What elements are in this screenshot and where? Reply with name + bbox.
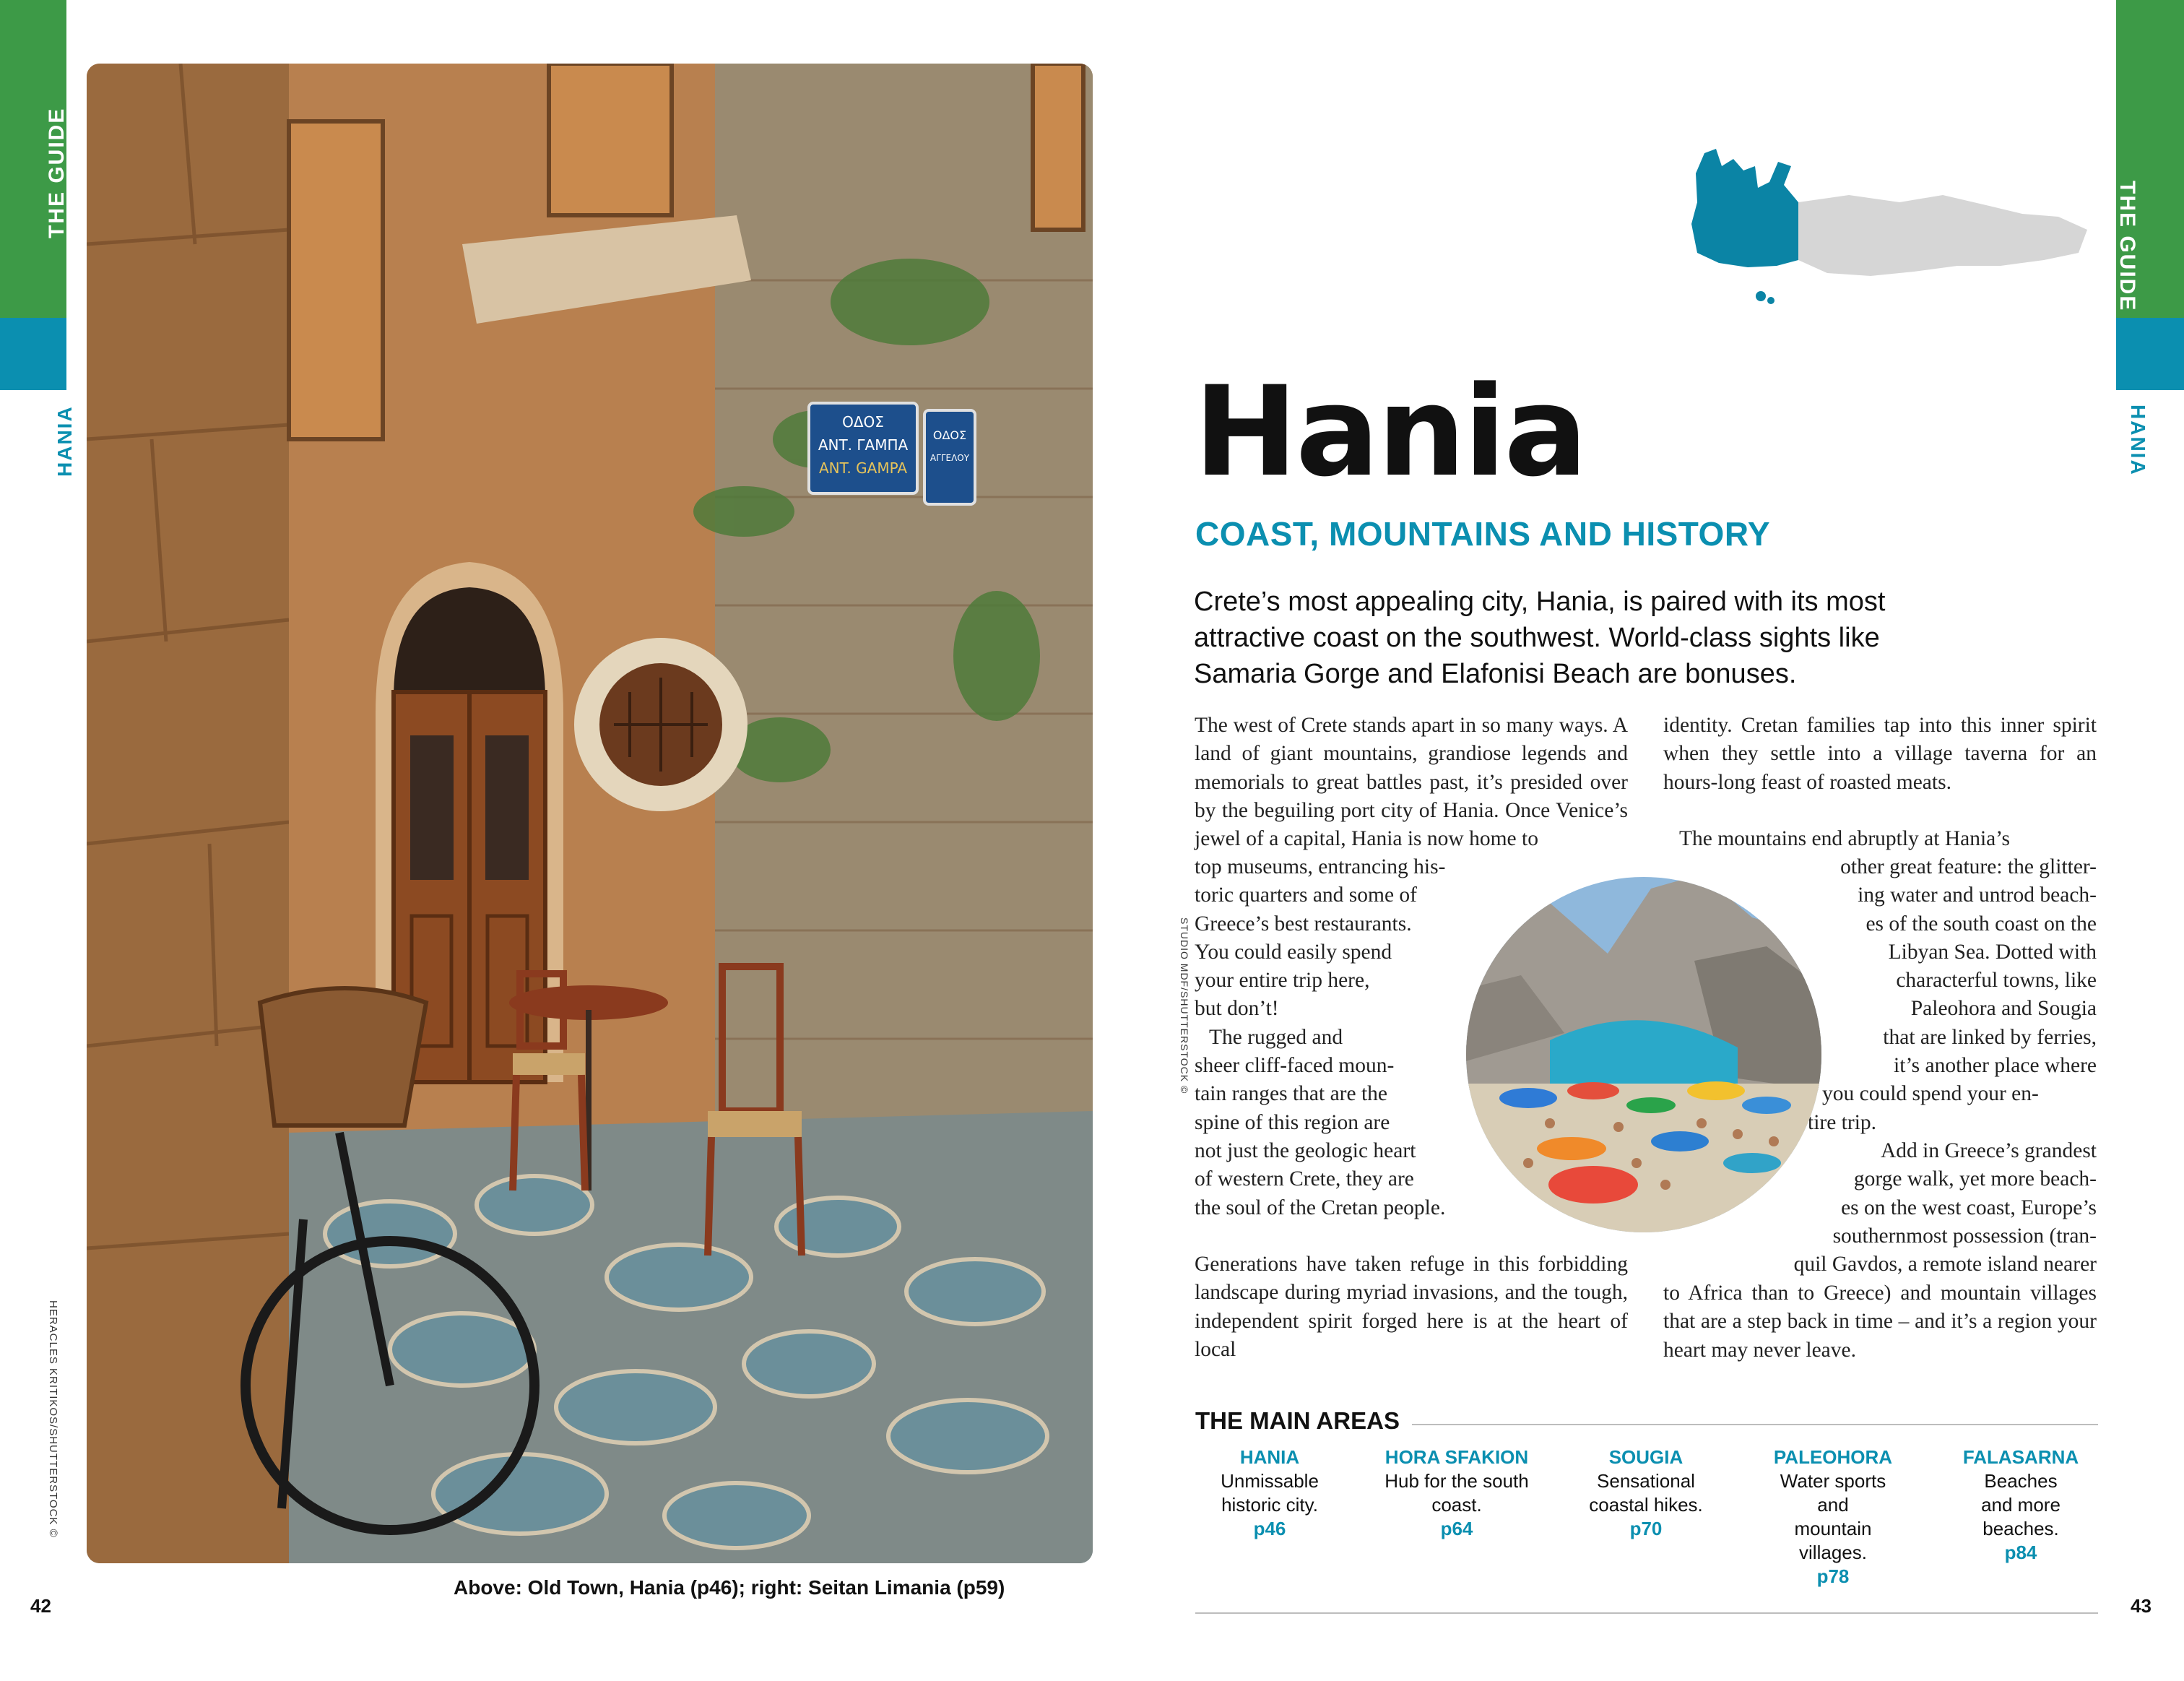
col1-wrap-line: of western Crete, they are (1195, 1167, 1414, 1191)
main-area-name: PALEOHORA (1773, 1446, 1893, 1468)
col2-wrap-line: ing water and untrod beach- (1858, 883, 2097, 907)
col1-wrap-line: sheer cliff-faced moun- (1195, 1054, 1395, 1078)
crete-locator-map (1683, 144, 2094, 311)
col1-wrap-line: Greece’s best restaurants. (1195, 912, 1412, 935)
page-number-left: 42 (30, 1595, 51, 1617)
col2-wrap-line: Paleohora and Sougia (1910, 997, 2097, 1021)
col2-wrap-line: es of the south coast on the (1866, 912, 2097, 935)
guide-tab-right-label: THE GUIDE (2115, 181, 2139, 312)
col1-wrap-line: but don’t! (1195, 997, 1279, 1021)
col2-wrap-line: quil Gavdos, a remote island nearer (1793, 1253, 2097, 1276)
main-area-page[interactable]: p78 (1816, 1565, 1850, 1587)
main-area-desc: Hub for the south coast. (1384, 1470, 1529, 1516)
col2-wrap-line: es on the west coast, Europe’s (1841, 1196, 2097, 1219)
crete-east-region (1798, 195, 2087, 276)
col1-wrap-line: tain ranges that are the (1195, 1082, 1388, 1106)
main-area-name: FALASARNA (1962, 1446, 2079, 1468)
col1-wrap-line: your entire trip here, (1195, 969, 1370, 993)
col1-wrap-line: not just the geologic heart (1195, 1138, 1416, 1162)
main-area-hania[interactable] (1187, 1445, 1353, 1541)
main-area-desc: Sensational coastal hikes. (1589, 1470, 1703, 1516)
street-sign-1-line3: ANT. GAMPA (818, 459, 908, 477)
main-area-page[interactable]: p64 (1440, 1518, 1473, 1539)
main-area-falasarna[interactable] (1938, 1445, 2104, 1565)
old-town-hania-photo (87, 64, 1093, 1563)
col2-wrap-line: Add in Greece’s grandest (1881, 1138, 2097, 1162)
guide-tab-left-label: THE GUIDE (45, 107, 69, 238)
col2-wrap-line: gorge walk, yet more beach- (1853, 1167, 2097, 1191)
body-column-2-bottom: to Africa than to Greece) and mountain villages that are a step back in time – and it’s a region your heart may never leave. (1663, 1282, 2097, 1362)
footer-rule (1195, 1612, 2098, 1614)
main-area-page[interactable]: p84 (2004, 1542, 2037, 1563)
main-area-desc: Beaches and more beaches. (1981, 1470, 2060, 1539)
col1-wrap-line: top museums, entrancing his- (1195, 855, 1446, 878)
section-tab-left-label: HANIA (53, 405, 76, 477)
col1-wrap-line: The rugged and (1209, 1025, 1343, 1049)
col2-wrap-line: characterful towns, like (1896, 969, 2097, 993)
page-subtitle: COAST, MOUNTAINS AND HISTORY (1195, 515, 1771, 553)
page-number-right: 43 (2131, 1595, 2152, 1617)
col1-wrap-line: the soul of the Cretan people. (1195, 1196, 1446, 1219)
col2-wrap-line: Libyan Sea. Dotted with (1888, 940, 2097, 964)
col1-wrap-line: You could easily spend (1195, 940, 1392, 964)
main-area-name: HANIA (1239, 1446, 1300, 1468)
main-area-paleohora[interactable] (1750, 1445, 1916, 1589)
col2-wrap-line: you could spend your en- (1822, 1082, 2039, 1106)
body-column-2-top: identity. Cretan families tap into this inner spirit when they settle into a village taverna for an hours-long feast of roasted meats. (1663, 714, 2097, 794)
col1-wrap-line: spine of this region are (1195, 1110, 1390, 1134)
main-area-name: HORA SFAKION (1384, 1446, 1529, 1468)
page-title: Hania (1194, 359, 1586, 504)
main-areas-title: THE MAIN AREAS (1195, 1407, 1400, 1434)
main-area-page[interactable]: p46 (1253, 1518, 1286, 1539)
body-column-1-bottom: Generations have taken refuge in this forbidding landscape during myriad invasions, and the tough, independent spirit forged here is at the heart of local (1195, 1253, 1628, 1361)
main-area-name: SOUGIA (1608, 1446, 1684, 1468)
street-sign-2-line1: ΟΔΟΣ (932, 428, 967, 442)
col2-wrap-line: it’s another place where (1894, 1054, 2097, 1078)
body-column-2-mountains-line: The mountains end abruptly at Hania’s (1679, 827, 2010, 850)
street-sign-1-line1: ΟΔΟΣ (842, 413, 884, 431)
main-area-sougia[interactable] (1563, 1445, 1729, 1541)
photo-caption: Above: Old Town, Hania (p46); right: Seitan Limania (p59) (454, 1576, 1005, 1599)
street-sign-2-line2: ΑΓΓΕΛΟΥ (930, 453, 970, 463)
street-sign-1-line2: ΑΝΤ. ΓΑΜΠΑ (818, 436, 909, 454)
crete-hania-region (1691, 149, 1798, 267)
main-area-desc: Unmissable historic city. (1221, 1470, 1319, 1516)
intro-paragraph: Crete’s most appealing city, Hania, is paired with its most attractive coast on the southwest. World-class sights like Samaria Gorge and Elafonisi Beach are bonuses. (1194, 587, 1886, 689)
section-tab-left (0, 318, 66, 390)
section-tab-right-label: HANIA (2127, 405, 2149, 476)
col2-wrap-line: other great feature: the glitter- (1840, 855, 2097, 878)
right-photo-credit: STUDIO MDF/SHUTTERSTOCK © (1179, 917, 1190, 1094)
main-area-page[interactable]: p70 (1629, 1518, 1663, 1539)
body-column-1-top: The west of Crete stands apart in so many ways. A land of giant mountains, grandiose legends and memorials to great battles past, it’s presided over by the beguiling port city of Hania. Once Venice’s jewel of a capital, Hania is now home to (1195, 714, 1628, 851)
col1-wrap-line: toric quarters and some of (1195, 883, 1418, 907)
main-area-desc: Water sports and mountain villages. (1780, 1470, 1886, 1563)
main-area-hora-sfakion[interactable] (1374, 1445, 1540, 1541)
main-areas-rule (1412, 1424, 2098, 1425)
col2-wrap-line: southernmost possession (tran- (1832, 1224, 2097, 1248)
section-tab-right (2116, 318, 2184, 390)
seitan-limania-circle-photo (1463, 874, 1824, 1235)
left-photo-credit: HERACLES KRITIKOS/SHUTTERSTOCK © (47, 1300, 59, 1538)
col2-wrap-line: tire trip. (1808, 1110, 1877, 1134)
col2-wrap-line: that are linked by ferries, (1883, 1025, 2097, 1049)
